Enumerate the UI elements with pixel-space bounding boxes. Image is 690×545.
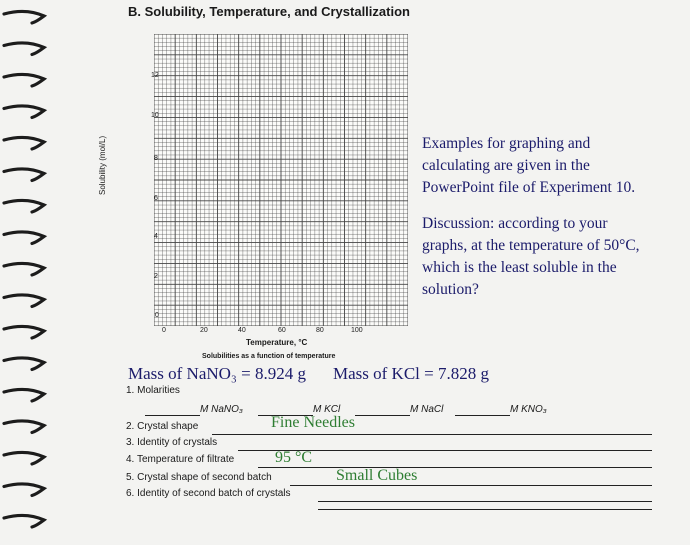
y-tick-12: 12 xyxy=(151,72,159,79)
mass-nano3: Mass of NaNO₃ = 8.924 g xyxy=(128,364,306,383)
item-6-label: 6. Identity of second batch of crystals xyxy=(126,488,291,499)
y-tick-6: 6 xyxy=(154,195,158,202)
discussion-line-2: graphs, at the temperature of 50°C, xyxy=(422,237,640,254)
bleed-through xyxy=(430,6,433,17)
y-axis-label: Solubility (mol/L) xyxy=(98,135,107,195)
molarity-kno3-label: M KNO₃ xyxy=(510,404,547,415)
answer-filtrate-temperature: 95 °C xyxy=(275,449,313,466)
x-tick-60: 60 xyxy=(278,327,286,334)
x-tick-20: 20 xyxy=(200,327,208,334)
x-tick-80: 80 xyxy=(316,327,324,334)
y-tick-2: 2 xyxy=(154,273,158,280)
examples-note-line-1: Examples for graphing and xyxy=(422,135,591,152)
spiral-binding xyxy=(0,0,62,545)
item-3-label: 3. Identity of crystals xyxy=(126,437,218,448)
y-tick-8: 8 xyxy=(154,155,158,162)
y-tick-0: 0 xyxy=(155,312,159,319)
molarity-nano3-label: M NaNO₃ xyxy=(200,404,243,415)
item-1-label: 1. Molarities xyxy=(126,385,180,396)
discussion-line-4: solution? xyxy=(422,281,479,298)
item-5-label: 5. Crystal shape of second batch xyxy=(126,472,272,483)
discussion-line-1: Discussion: according to your xyxy=(422,215,608,232)
answer-crystal-shape: Fine Needles xyxy=(271,414,355,431)
x-tick-100: 100 xyxy=(351,327,363,334)
mass-kcl: Mass of KCl = 7.828 g xyxy=(333,364,489,383)
molarity-kcl-label: M KCl xyxy=(313,404,341,415)
y-tick-10: 10 xyxy=(151,112,159,119)
examples-note-line-3: PowerPoint file of Experiment 10. xyxy=(422,179,636,196)
molarity-nacl-label: M NaCl xyxy=(410,404,444,415)
item-2-label: 2. Crystal shape xyxy=(126,421,199,432)
answer-second-batch-shape: Small Cubes xyxy=(336,467,418,484)
graph-caption: Solubilities as a function of temperature xyxy=(202,353,336,360)
discussion-line-3: which is the least soluble in the xyxy=(422,259,617,276)
x-tick-0: 0 xyxy=(162,327,166,334)
examples-note-line-2: calculating are given in the xyxy=(422,157,590,174)
x-tick-40: 40 xyxy=(238,327,246,334)
section-heading: B. Solubility, Temperature, and Crystallization xyxy=(128,4,410,19)
x-axis-label: Temperature, °C xyxy=(246,338,308,347)
graph-grid xyxy=(154,34,408,326)
item-4-label: 4. Temperature of filtrate xyxy=(126,454,235,465)
y-tick-4: 4 xyxy=(154,233,158,240)
